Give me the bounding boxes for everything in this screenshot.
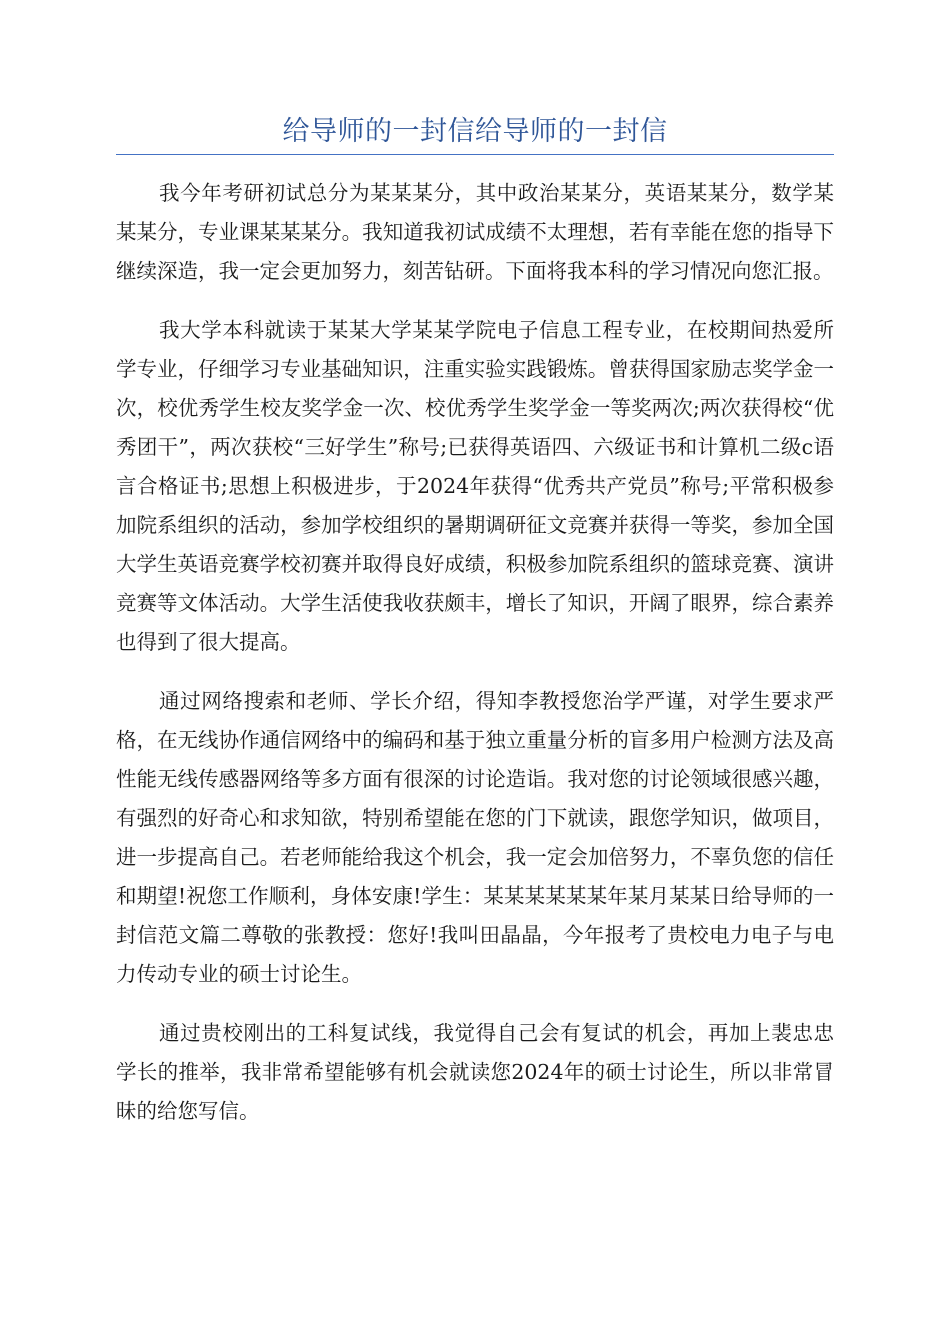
paragraph-1: 我今年考研初试总分为某某某分，其中政治某某分，英语某某分，数学某某某分，专业课某某某分。我知道我初试成绩不太理想，若有幸能在您的指导下继续深造，我一定会更加努力，刻苦钻研。下面将我本科的学习情况向您汇报。 [116,181,834,283]
paragraph-3: 通过网络搜索和老师、学长介绍，得知李教授您治学严谨，对学生要求严格，在无线协作通信网络中的编码和基于独立重量分析的盲多用户检测方法及高性能无线传感器网络等多方面有很深的讨论造诣。我对您的讨论领域很感兴趣，有强烈的好奇心和求知欲，特别希望能在您的门下就读，跟您学知识，做项目，进一步提高自己。若老师能给我这个机会，我一定会加倍努力，不辜负您的信任和期望!祝您工作顺利，身体安康!学生：某某某某某某年某月某某日给导师的一封信范文篇二尊敬的张教授：您好!我叫田晶晶，今年报考了贵校电力电子与电力传动专业的硕士讨论生。 [116,689,834,986]
document-title: 给导师的一封信给导师的一封信 [282,116,668,147]
paragraph-2: 我大学本科就读于某某大学某某学院电子信息工程专业，在校期间热爱所学专业，仔细学习专业基础知识，注重实验实践锻炼。曾获得国家励志奖学金一次，校优秀学生校友奖学金一次、校优秀学生奖学金一等奖两次;两次获得校“优秀团干”，两次获校“三好学生”称号;已获得英语四、六级证书和计算机二级c语言合格证书;思想上积极进步，于2024年获得“优秀共产党员”称号;平常积极参加院系组织的活动，参加学校组织的暑期调研征文竞赛并获得一等奖，参加全国大学生英语竞赛学校初赛并取得良好成绩，积极参加院系组织的篮球竞赛、演讲竞赛等文体活动。大学生活使我收获颇丰，增长了知识，开阔了眼界，综合素养也得到了很大提高。 [116,318,834,654]
paragraph-4: 通过贵校刚出的工科复试线，我觉得自己会有复试的机会，再加上裴忠忠学长的推举，我非常希望能够有机会就读您2024年的硕士讨论生，所以非常冒昧的给您写信。 [116,1021,834,1123]
title-underline [116,154,834,155]
document-body [116,174,834,1151]
